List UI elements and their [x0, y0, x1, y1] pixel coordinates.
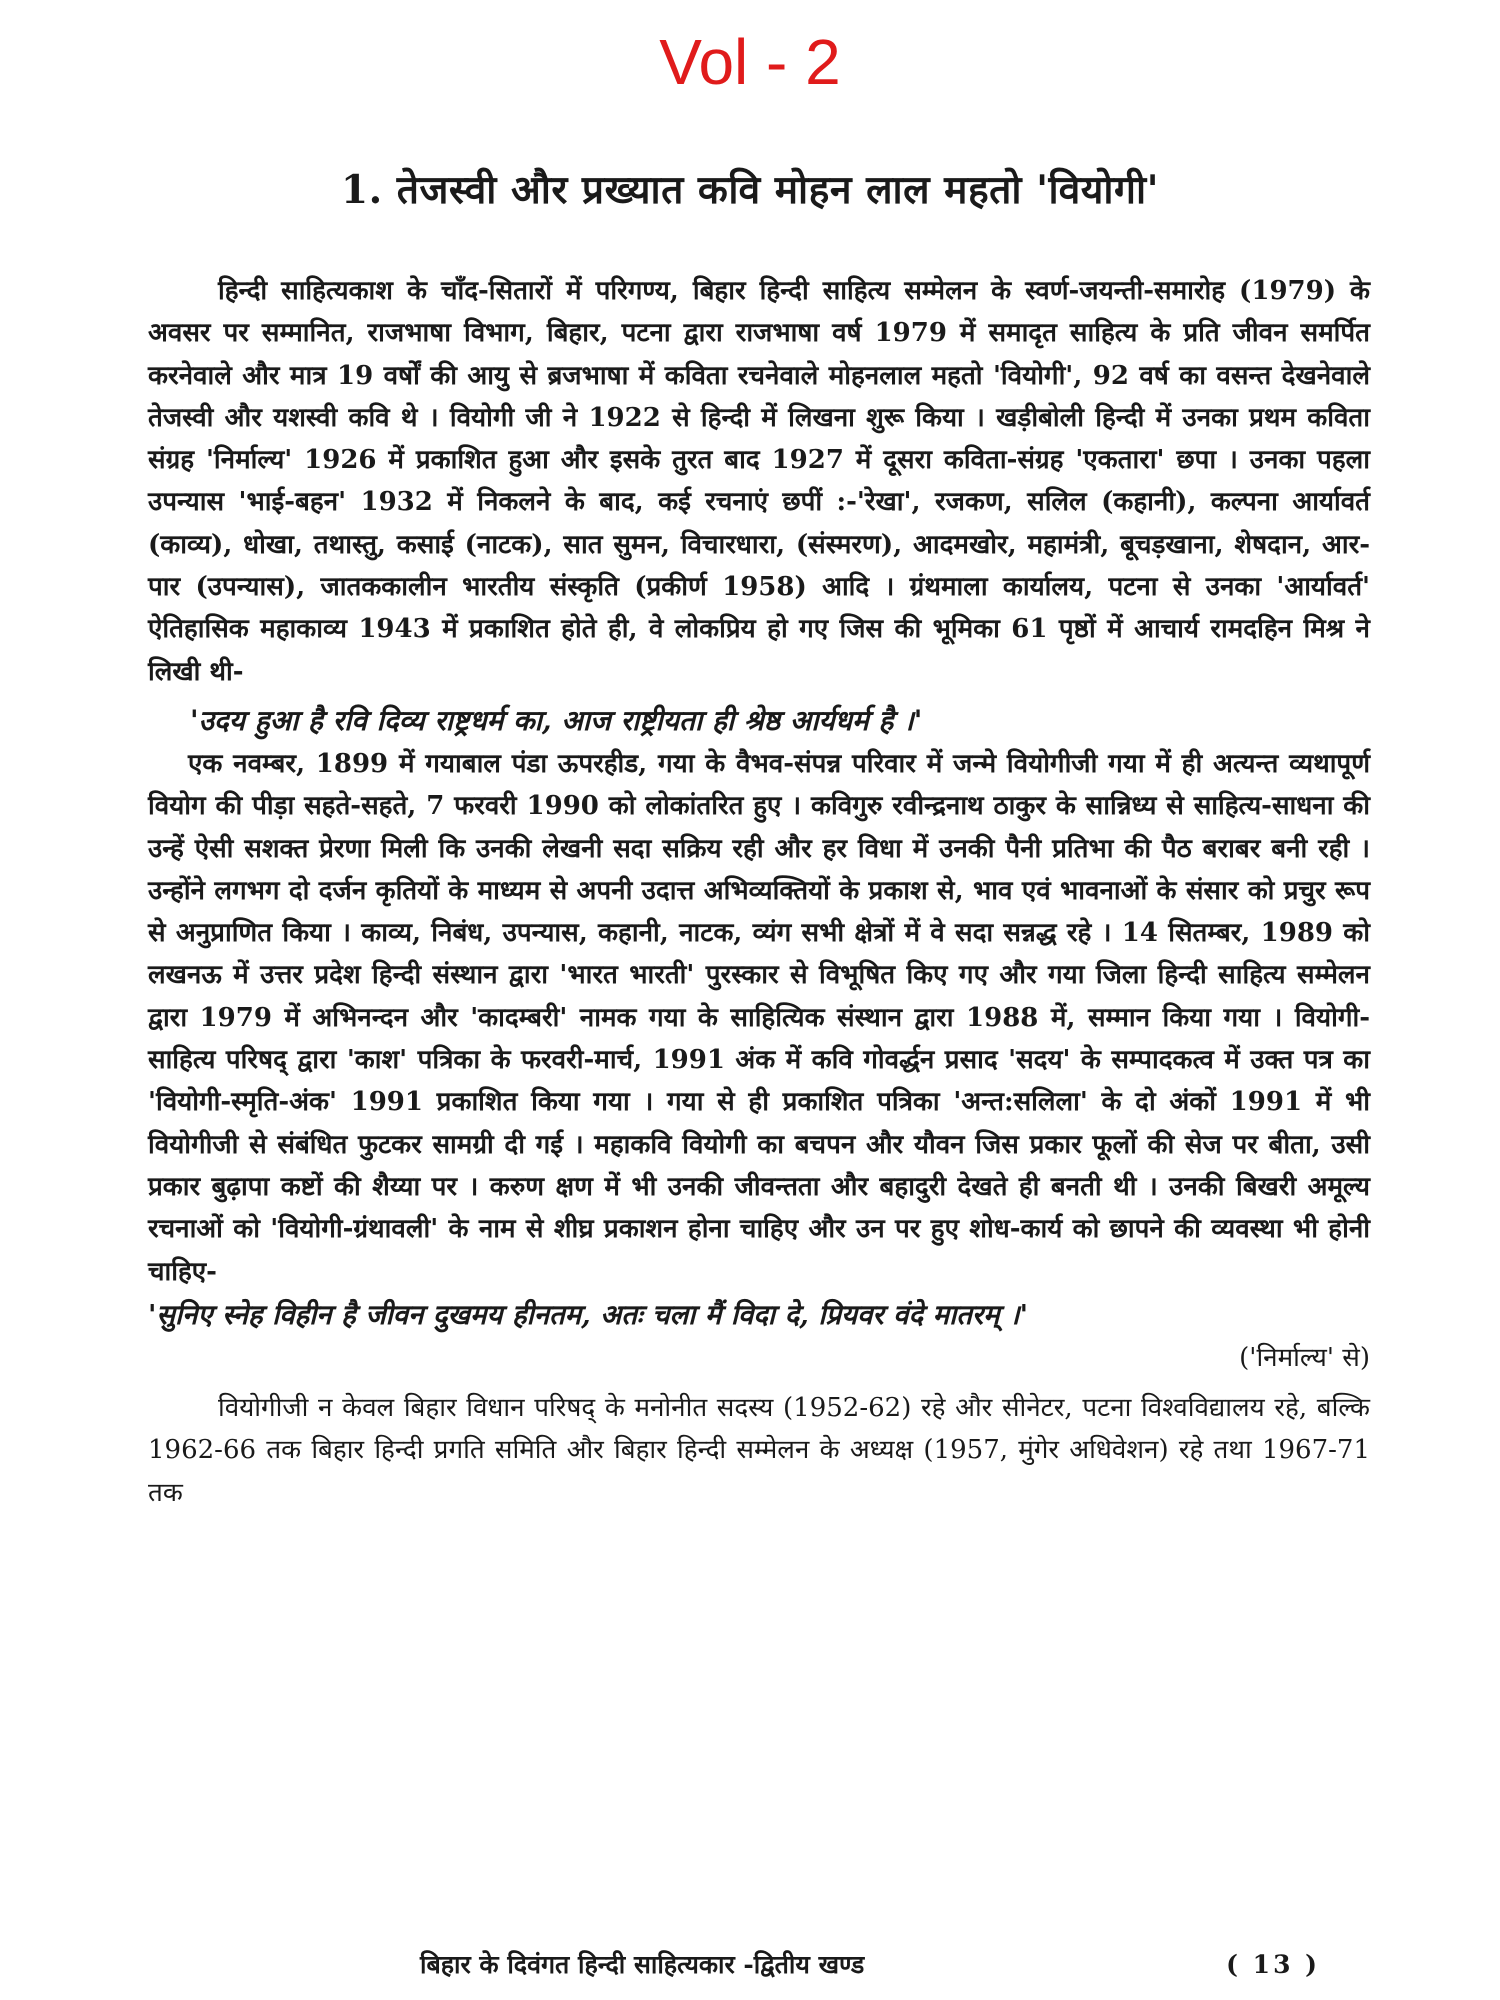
page-number: ( 13 )	[1226, 1950, 1320, 1979]
verse-quote-nirmalya: 'सुनिए स्नेह विहीन है जीवन दुखमय हीनतम, अतः चला मैं विदा दे, प्रियवर वंदे मातरम् ।'	[148, 1298, 1028, 1331]
footer-book-title: बिहार के दिवंगत हिन्दी साहित्यकार -द्वितीय खण्ड	[420, 1950, 865, 1979]
article-body	[148, 270, 1370, 1514]
verse-quote-aryavart: 'उदय हुआ है रवि दिव्य राष्ट्रधर्म का, आज राष्ट्रीयता ही श्रेष्ठ आर्यधर्म है ।'	[190, 703, 923, 737]
paragraph-intro: हिन्दी साहित्यकाश के चाँद-सितारों में परिगण्य, बिहार हिन्दी साहित्य सम्मेलन के स्वर्ण-जयन्ती-समारोह (1979) के अवसर पर सम्मानित, राजभाषा विभाग, बिहार, पटना द्वारा राजभाषा वर्ष 1979 में समादृत साहित्य के प्रति जीवन समर्पित करनेवाले और मात्र 19 वर्षों की आयु से ब्रजभाषा में कविता रचनेवाले मोहनलाल महतो 'वियोगी', 92 वर्ष का वसन्त देखनेवाले तेजस्वी और यशस्वी कवि थे । वियोगी जी ने 1922 से हिन्दी में लिखना शुरू किया । खड़ीबोली हिन्दी में उनका प्रथम कविता संग्रह 'निर्माल्य' 1926 में प्रकाशित हुआ और इसके तुरत बाद 1927 में दूसरा कविता-संग्रह 'एकतारा' छपा । उनका पहला उपन्यास 'भाई-बहन' 1932 में निकलने के बाद, कई रचनाएं छपीं :-'रेखा', रजकण, सलिल (कहानी), कल्पना आर्यावर्त (काव्य), धोखा, तथास्तु, कसाई (नाटक), सात सुमन, विचारधारा, (संस्मरण), आदमखोर, महामंत्री, बूचड़खाना, शेषदान, आर-पार (उपन्यास), जातककालीन भारतीय संस्कृति (प्रकीर्ण 1958) आदि । ग्रंथमाला कार्यालय, पटना से उनका 'आर्यावर्त' ऐतिहासिक महाकाव्य 1943 में प्रकाशित होते ही, वे लोकप्रिय हो गए जिस की भूमिका 61 पृष्ठों में आचार्य रामदहिन मिश्र ने लिखी थी-	[148, 276, 1370, 687]
paragraph-positions: वियोगीजी न केवल बिहार विधान परिषद् के मनोनीत सदस्य (1952-62) रहे और सीनेटर, पटना विश्वविद्यालय रहे, बल्कि 1962-66 तक बिहार हिन्दी प्रगति समिति और बिहार हिन्दी सम्मेलन के अध्यक्ष (1957, मुंगेर अधिवेशन) रहे तथा 1967-71 तक	[148, 1392, 1370, 1508]
volume-label: Vol - 2	[659, 26, 841, 98]
chapter-title: 1. तेजस्वी और प्रख्यात कवि मोहन लाल महतो 'वियोगी'	[340, 167, 1160, 213]
page-footer	[420, 1948, 1320, 1982]
paragraph-biography: एक नवम्बर, 1899 में गयाबाल पंडा ऊपरहीड, गया के वैभव-संपन्न परिवार में जन्मे वियोगीजी गया में ही अत्यन्त व्यथापूर्ण वियोग की पीड़ा सहते-सहते, 7 फरवरी 1990 को लोकांतरित हुए । कविगुरु रवीन्द्रनाथ ठाकुर के सान्निध्य से साहित्य-साधना की उन्हें ऐसी सशक्त प्रेरणा मिली कि उनकी लेखनी सदा सक्रिय रही और हर विधा में उनकी पैनी प्रतिभा की पैठ बराबर बनी रही । उन्होंने लगभग दो दर्जन कृतियों के माध्यम से अपनी उदात्त अभिव्यक्तियों के प्रकाश से, भाव एवं भावनाओं के संसार को प्रचुर रूप से अनुप्राणित किया । काव्य, निबंध, उपन्यास, कहानी, नाटक, व्यंग सभी क्षेत्रों में वे सदा सन्नद्ध रहे । 14 सितम्बर, 1989 को लखनऊ में उत्तर प्रदेश हिन्दी संस्थान द्वारा 'भारत भारती' पुरस्कार से विभूषित किए गए और गया जिला हिन्दी साहित्य सम्मेलन द्वारा 1979 में अभिनन्दन और 'कादम्बरी' नामक गया के साहित्यिक संस्थान द्वारा 1988 में, सम्मान किया गया । वियोगी-साहित्य परिषद् द्वारा 'काश' पत्रिका के फरवरी-मार्च, 1991 अंक में कवि गोवर्द्धन प्रसाद 'सदय' के सम्पादकत्व में उक्त पत्र का 'वियोगी-स्मृति-अंक' 1991 प्रकाशित किया गया । गया से ही प्रकाशित पत्रिका 'अन्त:सलिला' के दो अंकों 1991 में भी वियोगीजी से संबंधित फुटकर सामग्री दी गई । महाकवि वियोगी का बचपन और यौवन जिस प्रकार फूलों की सेज पर बीता, उसी प्रकार बुढ़ापा कष्टों की शैय्या पर । करुण क्षण में भी उनकी जीवन्तता और बहादुरी देखते ही बनती थी । उनकी बिखरी अमूल्य रचनाओं को 'वियोगी-ग्रंथावली' के नाम से शीघ्र प्रकाशन होना चाहिए और उन पर हुए शोध-कार्य को छापने की व्यवस्था भी होनी चाहिए-	[148, 748, 1370, 1287]
quote-source: ('निर्माल्य' से)	[1239, 1342, 1370, 1373]
